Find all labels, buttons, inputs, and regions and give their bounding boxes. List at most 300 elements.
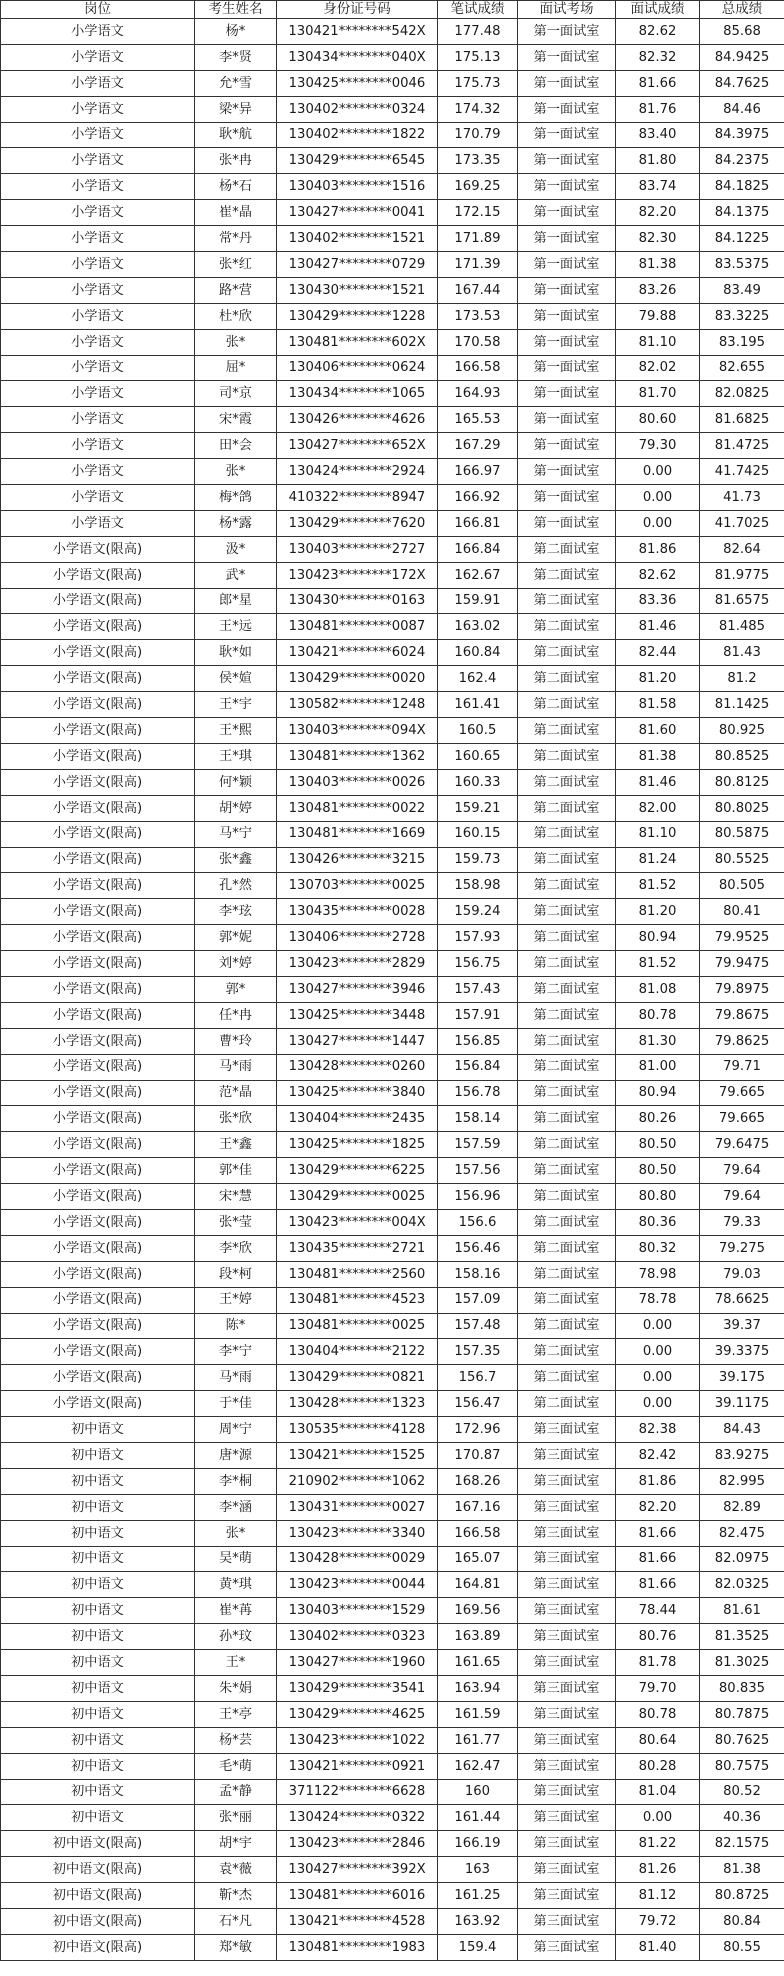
cell-total-score: 39.37	[700, 1313, 784, 1339]
cell-total-score: 82.64	[700, 536, 784, 562]
cell-interview-score: 82.42	[616, 1442, 700, 1468]
cell-id-number: 130427********1447	[277, 1028, 438, 1054]
cell-written-score: 156.6	[438, 1209, 518, 1235]
cell-candidate-name: 梅*鸽	[195, 485, 277, 511]
cell-candidate-name: 孟*静	[195, 1779, 277, 1805]
cell-total-score: 81.38	[700, 1857, 784, 1883]
cell-written-score: 157.59	[438, 1132, 518, 1158]
cell-total-score: 80.505	[700, 873, 784, 899]
cell-interview-score: 81.30	[616, 1028, 700, 1054]
table-row	[1, 1442, 784, 1468]
cell-total-score: 79.64	[700, 1184, 784, 1210]
cell-written-score: 158.16	[438, 1261, 518, 1287]
cell-total-score: 39.3375	[700, 1339, 784, 1365]
cell-interview-score: 82.38	[616, 1417, 700, 1443]
cell-interview-score: 81.22	[616, 1831, 700, 1857]
cell-written-score: 167.29	[438, 433, 518, 459]
cell-interview-score: 80.28	[616, 1753, 700, 1779]
cell-interview-room: 第三面试室	[518, 1909, 616, 1935]
cell-position: 小学语文(限高)	[1, 666, 195, 692]
cell-interview-score: 0.00	[616, 1313, 700, 1339]
cell-candidate-name: 朱*娟	[195, 1676, 277, 1702]
cell-interview-room: 第二面试室	[518, 847, 616, 873]
cell-position: 小学语文(限高)	[1, 692, 195, 718]
cell-id-number: 130426********4626	[277, 407, 438, 433]
cell-written-score: 163.89	[438, 1624, 518, 1650]
cell-interview-room: 第二面试室	[518, 821, 616, 847]
cell-id-number: 130427********1960	[277, 1650, 438, 1676]
cell-id-number: 130429********3541	[277, 1676, 438, 1702]
cell-id-number: 130403********094X	[277, 718, 438, 744]
cell-interview-room: 第三面试室	[518, 1831, 616, 1857]
cell-total-score: 84.43	[700, 1417, 784, 1443]
cell-position: 小学语文(限高)	[1, 899, 195, 925]
cell-total-score: 80.8525	[700, 743, 784, 769]
cell-candidate-name: 何*颖	[195, 769, 277, 795]
cell-written-score: 166.92	[438, 485, 518, 511]
cell-interview-room: 第一面试室	[518, 252, 616, 278]
cell-total-score: 81.4725	[700, 433, 784, 459]
cell-id-number: 130425********3840	[277, 1080, 438, 1106]
cell-interview-score: 79.30	[616, 433, 700, 459]
cell-interview-score: 82.30	[616, 226, 700, 252]
table-row	[1, 1235, 784, 1261]
cell-id-number: 130406********0624	[277, 355, 438, 381]
cell-id-number: 130425********3448	[277, 1002, 438, 1028]
cell-interview-score: 81.66	[616, 70, 700, 96]
cell-written-score: 161.25	[438, 1883, 518, 1909]
cell-id-number: 130481********4523	[277, 1287, 438, 1313]
cell-id-number: 130431********0027	[277, 1494, 438, 1520]
cell-candidate-name: 耿*航	[195, 122, 277, 148]
cell-total-score: 79.665	[700, 1106, 784, 1132]
cell-total-score: 81.61	[700, 1598, 784, 1624]
cell-total-score: 82.0975	[700, 1546, 784, 1572]
cell-interview-score: 80.60	[616, 407, 700, 433]
cell-position: 小学语文	[1, 200, 195, 226]
cell-position: 小学语文	[1, 303, 195, 329]
cell-position: 小学语文	[1, 510, 195, 536]
header-candidate-name: 考生姓名	[195, 1, 277, 19]
table-row	[1, 873, 784, 899]
cell-written-score: 161.44	[438, 1805, 518, 1831]
cell-id-number: 130481********0022	[277, 795, 438, 821]
cell-total-score: 79.8625	[700, 1028, 784, 1054]
table-row	[1, 1520, 784, 1546]
cell-interview-room: 第三面试室	[518, 1934, 616, 1960]
cell-interview-room: 第一面试室	[518, 329, 616, 355]
cell-position: 小学语文	[1, 122, 195, 148]
cell-position: 初中语文	[1, 1650, 195, 1676]
table-row	[1, 381, 784, 407]
cell-id-number: 130703********0025	[277, 873, 438, 899]
cell-total-score: 41.7425	[700, 459, 784, 485]
cell-candidate-name: 王*宇	[195, 692, 277, 718]
cell-position: 小学语文(限高)	[1, 743, 195, 769]
cell-interview-room: 第一面试室	[518, 200, 616, 226]
cell-candidate-name: 崔*晶	[195, 200, 277, 226]
table-row	[1, 1287, 784, 1313]
cell-candidate-name: 靳*杰	[195, 1883, 277, 1909]
cell-written-score: 159.73	[438, 847, 518, 873]
cell-total-score: 80.55	[700, 1934, 784, 1960]
cell-candidate-name: 曹*玲	[195, 1028, 277, 1054]
cell-interview-room: 第二面试室	[518, 976, 616, 1002]
cell-interview-score: 80.80	[616, 1184, 700, 1210]
cell-candidate-name: 范*晶	[195, 1080, 277, 1106]
cell-id-number: 130535********4128	[277, 1417, 438, 1443]
table-row	[1, 1391, 784, 1417]
cell-written-score: 166.97	[438, 459, 518, 485]
cell-id-number: 130481********0087	[277, 614, 438, 640]
cell-id-number: 130429********0025	[277, 1184, 438, 1210]
cell-id-number: 130421********4528	[277, 1909, 438, 1935]
cell-total-score: 79.8675	[700, 1002, 784, 1028]
cell-candidate-name: 郭*妮	[195, 925, 277, 951]
cell-interview-room: 第二面试室	[518, 1365, 616, 1391]
header-interview-score: 面试成绩	[616, 1, 700, 19]
cell-candidate-name: 周*宁	[195, 1417, 277, 1443]
cell-written-score: 156.85	[438, 1028, 518, 1054]
cell-total-score: 80.8125	[700, 769, 784, 795]
cell-interview-score: 81.78	[616, 1650, 700, 1676]
cell-interview-room: 第二面试室	[518, 769, 616, 795]
cell-total-score: 82.475	[700, 1520, 784, 1546]
cell-interview-room: 第一面试室	[518, 510, 616, 536]
cell-written-score: 175.13	[438, 44, 518, 70]
cell-position: 初中语文	[1, 1520, 195, 1546]
cell-position: 初中语文	[1, 1805, 195, 1831]
cell-total-score: 39.1175	[700, 1391, 784, 1417]
cell-total-score: 79.33	[700, 1209, 784, 1235]
cell-interview-room: 第三面试室	[518, 1701, 616, 1727]
table-row	[1, 1934, 784, 1960]
cell-position: 小学语文(限高)	[1, 1028, 195, 1054]
cell-candidate-name: 张*丽	[195, 1805, 277, 1831]
cell-written-score: 156.7	[438, 1365, 518, 1391]
cell-candidate-name: 王*远	[195, 614, 277, 640]
cell-position: 小学语文(限高)	[1, 1365, 195, 1391]
cell-candidate-name: 常*丹	[195, 226, 277, 252]
cell-id-number: 130421********1525	[277, 1442, 438, 1468]
cell-interview-score: 81.24	[616, 847, 700, 873]
cell-candidate-name: 屈*	[195, 355, 277, 381]
cell-interview-room: 第二面试室	[518, 743, 616, 769]
cell-interview-score: 81.66	[616, 1572, 700, 1598]
cell-position: 初中语文	[1, 1676, 195, 1702]
cell-id-number: 130421********6024	[277, 640, 438, 666]
cell-position: 小学语文(限高)	[1, 1054, 195, 1080]
cell-candidate-name: 王*熙	[195, 718, 277, 744]
cell-total-score: 79.9525	[700, 925, 784, 951]
cell-total-score: 39.175	[700, 1365, 784, 1391]
cell-candidate-name: 李*贤	[195, 44, 277, 70]
cell-position: 小学语文(限高)	[1, 1339, 195, 1365]
cell-total-score: 79.03	[700, 1261, 784, 1287]
cell-interview-score: 80.36	[616, 1209, 700, 1235]
cell-written-score: 160.33	[438, 769, 518, 795]
cell-written-score: 169.56	[438, 1598, 518, 1624]
cell-interview-score: 83.40	[616, 122, 700, 148]
cell-position: 小学语文(限高)	[1, 873, 195, 899]
table-row	[1, 1753, 784, 1779]
cell-written-score: 157.35	[438, 1339, 518, 1365]
cell-written-score: 157.91	[438, 1002, 518, 1028]
table-row	[1, 148, 784, 174]
cell-interview-score: 78.44	[616, 1598, 700, 1624]
cell-total-score: 79.665	[700, 1080, 784, 1106]
table-row	[1, 70, 784, 96]
table-row	[1, 1261, 784, 1287]
table-body	[1, 19, 784, 1961]
cell-written-score: 162.47	[438, 1753, 518, 1779]
cell-written-score: 160	[438, 1779, 518, 1805]
cell-total-score: 84.2375	[700, 148, 784, 174]
cell-written-score: 166.84	[438, 536, 518, 562]
cell-interview-room: 第三面试室	[518, 1442, 616, 1468]
cell-interview-score: 81.52	[616, 873, 700, 899]
table-row	[1, 1468, 784, 1494]
cell-interview-score: 81.08	[616, 976, 700, 1002]
cell-candidate-name: 梁*异	[195, 96, 277, 122]
table-row	[1, 640, 784, 666]
table-row	[1, 769, 784, 795]
cell-position: 初中语文(限高)	[1, 1831, 195, 1857]
cell-id-number: 130403********1529	[277, 1598, 438, 1624]
cell-interview-score: 0.00	[616, 485, 700, 511]
table-row	[1, 588, 784, 614]
cell-position: 小学语文	[1, 407, 195, 433]
table-row	[1, 1598, 784, 1624]
cell-candidate-name: 张*鑫	[195, 847, 277, 873]
cell-written-score: 163.02	[438, 614, 518, 640]
cell-candidate-name: 路*营	[195, 277, 277, 303]
table-row	[1, 743, 784, 769]
cell-written-score: 160.65	[438, 743, 518, 769]
cell-position: 小学语文(限高)	[1, 1287, 195, 1313]
cell-position: 小学语文	[1, 485, 195, 511]
cell-candidate-name: 郭*	[195, 976, 277, 1002]
cell-interview-score: 81.86	[616, 536, 700, 562]
table-row	[1, 1365, 784, 1391]
cell-interview-room: 第二面试室	[518, 1028, 616, 1054]
cell-id-number: 130481********0025	[277, 1313, 438, 1339]
cell-interview-score: 80.94	[616, 1080, 700, 1106]
cell-id-number: 130481********6016	[277, 1883, 438, 1909]
table-row	[1, 1909, 784, 1935]
cell-written-score: 160.5	[438, 718, 518, 744]
cell-interview-room: 第一面试室	[518, 407, 616, 433]
cell-position: 小学语文	[1, 226, 195, 252]
cell-interview-score: 81.58	[616, 692, 700, 718]
cell-interview-room: 第二面试室	[518, 666, 616, 692]
cell-written-score: 161.41	[438, 692, 518, 718]
table-row	[1, 1624, 784, 1650]
cell-written-score: 158.98	[438, 873, 518, 899]
cell-candidate-name: 张*冉	[195, 148, 277, 174]
cell-total-score: 84.9425	[700, 44, 784, 70]
cell-total-score: 81.2	[700, 666, 784, 692]
cell-total-score: 80.8725	[700, 1883, 784, 1909]
cell-interview-room: 第三面试室	[518, 1572, 616, 1598]
cell-interview-score: 82.44	[616, 640, 700, 666]
cell-interview-room: 第二面试室	[518, 588, 616, 614]
cell-interview-score: 81.66	[616, 1520, 700, 1546]
cell-id-number: 130425********1825	[277, 1132, 438, 1158]
cell-candidate-name: 胡*宇	[195, 1831, 277, 1857]
cell-id-number: 130481********2560	[277, 1261, 438, 1287]
table-row	[1, 1650, 784, 1676]
cell-candidate-name: 耿*如	[195, 640, 277, 666]
cell-candidate-name: 黄*琪	[195, 1572, 277, 1598]
cell-position: 初中语文	[1, 1572, 195, 1598]
table-row	[1, 459, 784, 485]
cell-position: 小学语文(限高)	[1, 1158, 195, 1184]
cell-interview-score: 83.36	[616, 588, 700, 614]
cell-interview-room: 第二面试室	[518, 614, 616, 640]
cell-id-number: 130404********2122	[277, 1339, 438, 1365]
cell-id-number: 130429********0020	[277, 666, 438, 692]
cell-candidate-name: 陈*	[195, 1313, 277, 1339]
cell-interview-room: 第三面试室	[518, 1753, 616, 1779]
cell-written-score: 175.73	[438, 70, 518, 96]
cell-candidate-name: 侯*媗	[195, 666, 277, 692]
cell-candidate-name: 段*柯	[195, 1261, 277, 1287]
cell-position: 初中语文	[1, 1727, 195, 1753]
cell-position: 小学语文	[1, 381, 195, 407]
table-row	[1, 1054, 784, 1080]
cell-interview-score: 0.00	[616, 1339, 700, 1365]
cell-interview-score: 79.70	[616, 1676, 700, 1702]
table-row	[1, 1313, 784, 1339]
table-row	[1, 899, 784, 925]
cell-total-score: 80.84	[700, 1909, 784, 1935]
cell-total-score: 79.64	[700, 1158, 784, 1184]
cell-position: 初中语文	[1, 1779, 195, 1805]
cell-written-score: 156.84	[438, 1054, 518, 1080]
cell-interview-score: 81.66	[616, 1546, 700, 1572]
cell-position: 小学语文(限高)	[1, 1235, 195, 1261]
cell-interview-room: 第一面试室	[518, 355, 616, 381]
cell-position: 小学语文(限高)	[1, 1313, 195, 1339]
table-row	[1, 1080, 784, 1106]
cell-id-number: 130423********004X	[277, 1209, 438, 1235]
cell-total-score: 85.68	[700, 19, 784, 45]
cell-position: 初中语文	[1, 1442, 195, 1468]
cell-interview-score: 81.40	[616, 1934, 700, 1960]
cell-candidate-name: 王*亭	[195, 1701, 277, 1727]
cell-interview-score: 78.98	[616, 1261, 700, 1287]
cell-candidate-name: 杜*欣	[195, 303, 277, 329]
cell-written-score: 166.58	[438, 355, 518, 381]
cell-candidate-name: 张*	[195, 329, 277, 355]
cell-candidate-name: 任*冉	[195, 1002, 277, 1028]
cell-id-number: 130425********0046	[277, 70, 438, 96]
cell-written-score: 161.59	[438, 1701, 518, 1727]
cell-total-score: 80.5525	[700, 847, 784, 873]
table-row	[1, 562, 784, 588]
cell-interview-room: 第三面试室	[518, 1650, 616, 1676]
table-row	[1, 1494, 784, 1520]
cell-candidate-name: 宋*霞	[195, 407, 277, 433]
table-row	[1, 303, 784, 329]
cell-position: 初中语文	[1, 1546, 195, 1572]
cell-interview-room: 第三面试室	[518, 1883, 616, 1909]
cell-candidate-name: 田*会	[195, 433, 277, 459]
cell-written-score: 172.96	[438, 1417, 518, 1443]
cell-interview-score: 80.94	[616, 925, 700, 951]
cell-interview-score: 80.64	[616, 1727, 700, 1753]
cell-written-score: 164.81	[438, 1572, 518, 1598]
table-row	[1, 1209, 784, 1235]
cell-total-score: 82.995	[700, 1468, 784, 1494]
cell-written-score: 165.07	[438, 1546, 518, 1572]
cell-position: 小学语文	[1, 459, 195, 485]
table-row	[1, 1805, 784, 1831]
cell-written-score: 160.15	[438, 821, 518, 847]
cell-id-number: 130423********0044	[277, 1572, 438, 1598]
cell-interview-score: 82.32	[616, 44, 700, 70]
cell-interview-score: 0.00	[616, 510, 700, 536]
cell-written-score: 157.43	[438, 976, 518, 1002]
cell-interview-room: 第二面试室	[518, 925, 616, 951]
table-row	[1, 1831, 784, 1857]
cell-interview-room: 第二面试室	[518, 1132, 616, 1158]
cell-interview-room: 第二面试室	[518, 1158, 616, 1184]
cell-candidate-name: 王*鑫	[195, 1132, 277, 1158]
cell-total-score: 79.6475	[700, 1132, 784, 1158]
cell-interview-score: 82.20	[616, 200, 700, 226]
table-row	[1, 277, 784, 303]
table-row	[1, 1857, 784, 1883]
cell-interview-score: 82.00	[616, 795, 700, 821]
cell-id-number: 130435********0028	[277, 899, 438, 925]
cell-total-score: 81.43	[700, 640, 784, 666]
cell-written-score: 159.91	[438, 588, 518, 614]
cell-id-number: 410322********8947	[277, 485, 438, 511]
cell-candidate-name: 李*玹	[195, 899, 277, 925]
table-row	[1, 718, 784, 744]
cell-interview-room: 第二面试室	[518, 1391, 616, 1417]
table-row	[1, 44, 784, 70]
cell-candidate-name: 郑*敏	[195, 1934, 277, 1960]
cell-candidate-name: 崔*苒	[195, 1598, 277, 1624]
cell-position: 初中语文	[1, 1494, 195, 1520]
cell-candidate-name: 王*琪	[195, 743, 277, 769]
cell-id-number: 130430********1521	[277, 277, 438, 303]
cell-interview-room: 第三面试室	[518, 1624, 616, 1650]
cell-candidate-name: 允*雪	[195, 70, 277, 96]
cell-id-number: 130435********2721	[277, 1235, 438, 1261]
cell-interview-score: 83.74	[616, 174, 700, 200]
table-row	[1, 666, 784, 692]
cell-interview-room: 第一面试室	[518, 303, 616, 329]
cell-interview-score: 82.62	[616, 562, 700, 588]
cell-position: 初中语文(限高)	[1, 1883, 195, 1909]
cell-written-score: 163.92	[438, 1909, 518, 1935]
cell-total-score: 84.46	[700, 96, 784, 122]
cell-written-score: 163.94	[438, 1676, 518, 1702]
cell-interview-room: 第二面试室	[518, 1054, 616, 1080]
cell-interview-score: 80.26	[616, 1106, 700, 1132]
cell-written-score: 157.48	[438, 1313, 518, 1339]
cell-interview-score: 81.00	[616, 1054, 700, 1080]
cell-total-score: 78.6625	[700, 1287, 784, 1313]
cell-total-score: 79.71	[700, 1054, 784, 1080]
table-row	[1, 1779, 784, 1805]
cell-id-number: 130427********0729	[277, 252, 438, 278]
cell-id-number: 130402********1822	[277, 122, 438, 148]
